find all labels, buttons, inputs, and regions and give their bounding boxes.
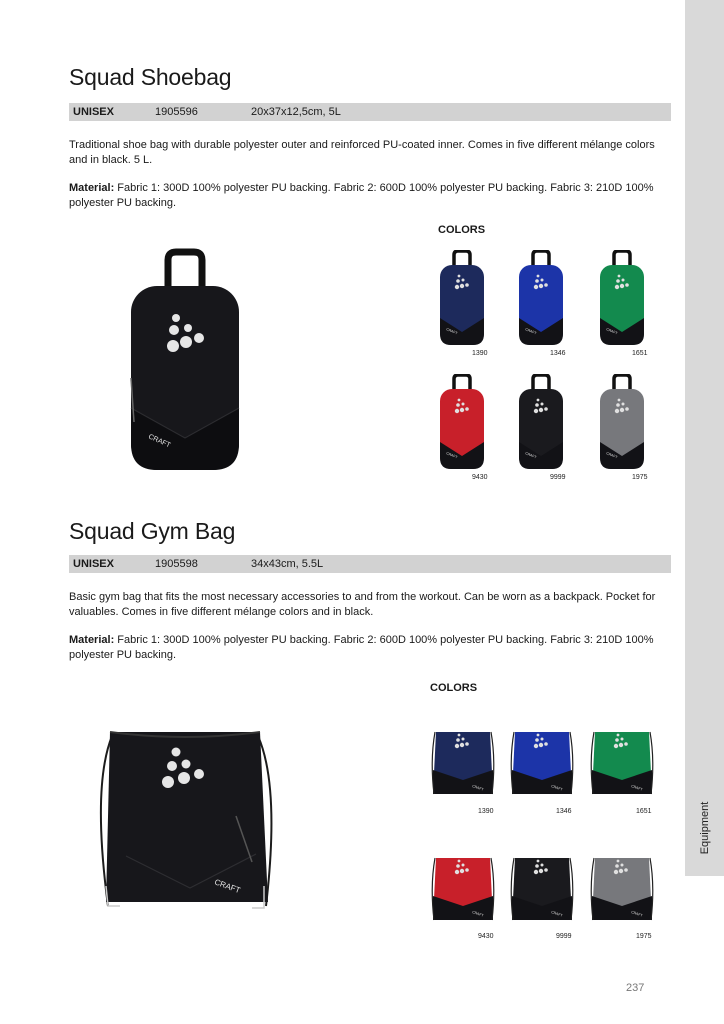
svg-text:CRAFT: CRAFT: [213, 877, 242, 896]
colors-heading: COLORS: [430, 682, 478, 694]
svg-text:CRAFT: CRAFT: [550, 784, 564, 792]
product-material: [69, 181, 673, 210]
color-swatch-1390: [437, 250, 487, 346]
svg-text:CRAFT: CRAFT: [524, 451, 537, 460]
page-number: 237: [626, 982, 645, 994]
spec-article: 1905596: [155, 106, 198, 118]
spec-bar: [69, 103, 671, 121]
spec-dimensions: 20x37x12,5cm, 5L: [251, 106, 341, 118]
color-code: 9430: [478, 933, 494, 940]
material-label: Material:: [69, 182, 115, 194]
svg-text:CRAFT: CRAFT: [445, 451, 458, 460]
color-swatch-9430: [437, 374, 487, 470]
color-code: 1390: [478, 808, 494, 815]
section-tab-label: Equipment: [698, 801, 711, 855]
product-material: [69, 633, 673, 662]
svg-text:CRAFT: CRAFT: [605, 327, 618, 336]
color-swatch-9999: [516, 374, 566, 470]
section-tab-label-wrap: [685, 798, 724, 858]
svg-text:CRAFT: CRAFT: [471, 784, 485, 792]
color-swatch-1975: [589, 856, 655, 924]
spec-dimensions: 34x43cm, 5.5L: [251, 558, 324, 570]
svg-text:CRAFT: CRAFT: [630, 784, 644, 792]
svg-text:CRAFT: CRAFT: [630, 910, 644, 918]
product-image-shoebag: [128, 248, 242, 472]
svg-text:CRAFT: CRAFT: [550, 910, 564, 918]
spec-gender: UNISEX: [73, 558, 114, 570]
material-text: Fabric 1: 300D 100% polyester PU backing. Fabric 2: 600D 100% polyester PU backing. Fabric 3: 210D 100% polyester PU backing.: [69, 634, 654, 661]
color-code: 1346: [556, 808, 572, 815]
svg-text:CRAFT: CRAFT: [147, 433, 172, 450]
spec-article: 1905598: [155, 558, 198, 570]
spec-gender: UNISEX: [73, 106, 114, 118]
colors-heading: COLORS: [438, 224, 486, 236]
material-label: Material:: [69, 634, 115, 646]
color-swatch-1975: [597, 374, 647, 470]
color-code: 9999: [550, 474, 566, 481]
gymbag-illustration: [86, 726, 286, 918]
svg-text:CRAFT: CRAFT: [471, 910, 485, 918]
product-image-gymbag: [86, 726, 286, 918]
spec-bar: [69, 555, 671, 573]
material-text: Fabric 1: 300D 100% polyester PU backing. Fabric 2: 600D 100% polyester PU backing. Fabric 3: 210D 100% polyester PU backing.: [69, 182, 654, 209]
svg-text:CRAFT: CRAFT: [445, 327, 458, 336]
color-code: 1975: [636, 933, 652, 940]
color-swatch-1651: [597, 250, 647, 346]
color-code: 9430: [472, 474, 488, 481]
product-description: Traditional shoe bag with durable polyester outer and reinforced PU-coated inner. Comes in five different mélange colors and in black. 5 L.: [69, 139, 655, 166]
color-swatch-1651: [589, 730, 655, 798]
product-description: Basic gym bag that fits the most necessary accessories to and from the workout. Can be worn as a backpack. Pocket for valuables. Comes in five different mélange colors and in black.: [69, 591, 656, 618]
color-swatch-1346: [516, 250, 566, 346]
color-swatch-9430: [430, 856, 496, 924]
color-swatch-9999: [509, 856, 575, 924]
color-swatch-1390: [430, 730, 496, 798]
color-swatch-1346: [509, 730, 575, 798]
product-title: Squad Shoebag: [69, 64, 232, 90]
color-code: 1346: [550, 350, 566, 357]
svg-text:CRAFT: CRAFT: [524, 327, 537, 336]
product-title: Squad Gym Bag: [69, 518, 236, 544]
svg-text:CRAFT: CRAFT: [605, 451, 618, 460]
color-code: 1975: [632, 474, 648, 481]
color-code: 1651: [636, 808, 652, 815]
shoebag-illustration: [128, 248, 242, 472]
color-code: 1651: [632, 350, 648, 357]
color-code: 9999: [556, 933, 572, 940]
section-tab: [685, 0, 724, 876]
color-code: 1390: [472, 350, 488, 357]
